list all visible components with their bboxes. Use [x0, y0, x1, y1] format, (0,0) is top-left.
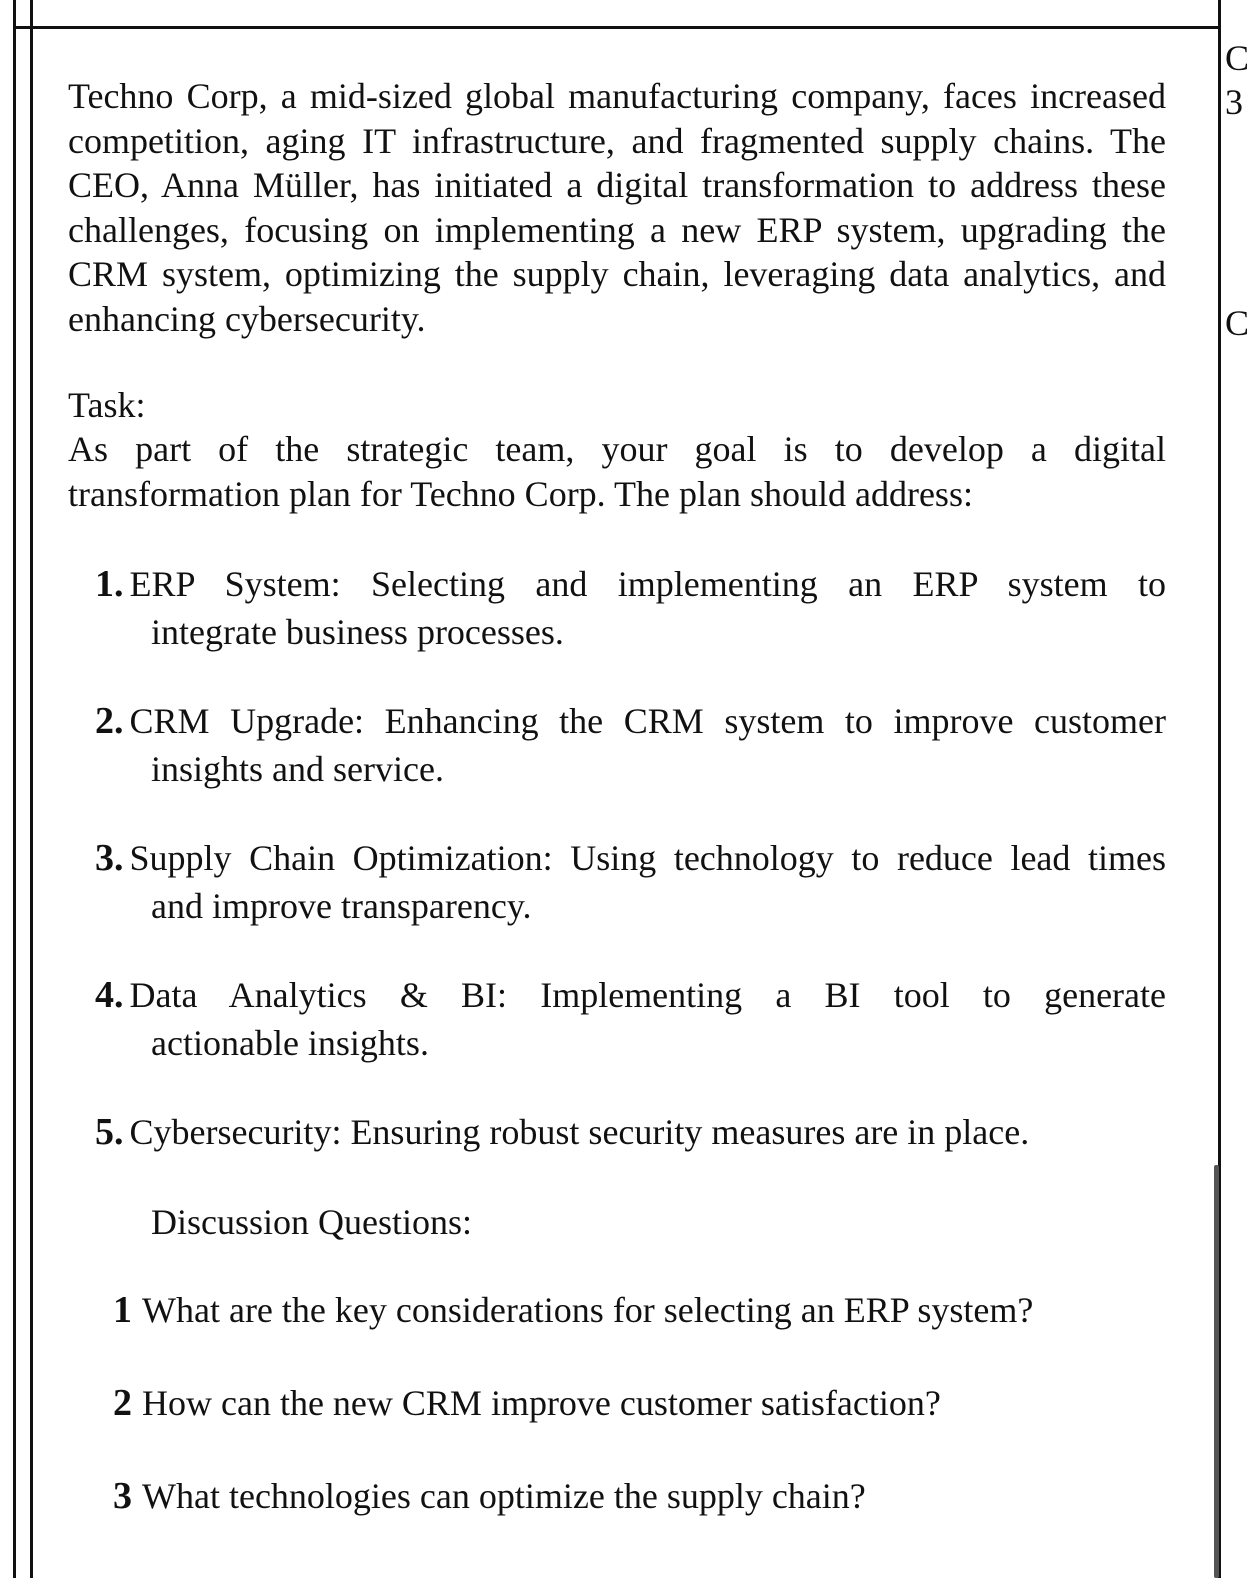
discussion-question — [113, 1472, 866, 1520]
plan-item-data-analytics — [95, 971, 1166, 1067]
plan-item-text: Data Analytics & BI: Implementing a BI tool to generate — [129, 975, 1166, 1015]
question-text: What technologies can optimize the supply chain? — [142, 1476, 866, 1516]
plan-item-text: Supply Chain Optimization: Using technology to reduce lead times — [129, 838, 1166, 878]
question-number: 3 — [113, 1475, 132, 1517]
question-text: How can the new CRM improve customer satisfaction? — [142, 1383, 941, 1423]
plan-item-text-continued: integrate business processes. — [151, 612, 564, 652]
plan-item-number: 1. — [95, 563, 124, 605]
edge-glyph: 3 — [1225, 82, 1243, 122]
discussion-question — [113, 1286, 1033, 1334]
question-number: 1 — [113, 1289, 132, 1331]
plan-item-crm — [95, 697, 1166, 793]
plan-item-number: 2. — [95, 700, 124, 742]
discussion-question — [113, 1379, 941, 1427]
frame-top-line — [13, 26, 1221, 29]
edge-glyph: C — [1225, 303, 1249, 343]
edge-glyph: C — [1225, 38, 1249, 78]
scrollbar-thumb[interactable] — [1214, 1165, 1219, 1578]
plan-item-cybersecurity — [95, 1108, 1166, 1156]
frame-left-inner-line — [30, 0, 33, 1578]
task-label: Task: — [68, 385, 146, 425]
plan-item-supply-chain — [95, 834, 1166, 930]
plan-item-text: ERP System: Selecting and implementing an ERP system to — [129, 564, 1166, 604]
task-text: As part of the strategic team, your goal is to develop a digital transformation plan for Techno Corp. The plan should address: — [68, 429, 1166, 514]
question-number: 2 — [113, 1382, 132, 1424]
plan-item-text-continued: insights and service. — [151, 749, 444, 789]
discussion-heading: Discussion Questions: — [151, 1202, 473, 1242]
intro-section — [68, 74, 1166, 341]
plan-item-erp — [95, 560, 1166, 656]
plan-item-text: Cybersecurity: Ensuring robust security measures are in place. — [129, 1112, 1030, 1152]
plan-item-number: 5. — [95, 1111, 124, 1153]
plan-item-text-continued: actionable insights. — [151, 1023, 429, 1063]
plan-item-number: 3. — [95, 837, 124, 879]
plan-item-text: CRM Upgrade: Enhancing the CRM system to improve customer — [129, 701, 1166, 741]
plan-item-number: 4. — [95, 974, 124, 1016]
question-text: What are the key considerations for selecting an ERP system? — [142, 1290, 1034, 1330]
intro-paragraph: Techno Corp, a mid-sized global manufacturing company, faces increased competition, aging IT infrastructure, and fragmented supply chains. The CEO, Anna Müller, has initiated a digital transformation to address these challenges, focusing on implementing a new ERP system, upgrading the CRM system, optimizing the supply chain, leveraging data analytics, and enhancing cybersecurity. — [68, 76, 1166, 339]
frame-left-outer-line — [13, 0, 16, 1578]
plan-item-text-continued: and improve transparency. — [151, 886, 532, 926]
